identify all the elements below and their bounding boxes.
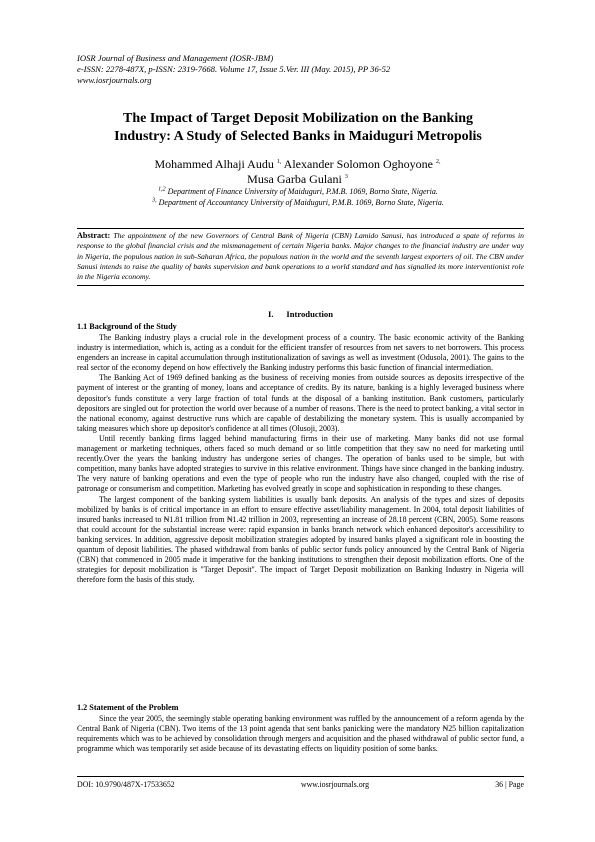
footer-page-number: 36 | Page <box>495 780 524 789</box>
affiliations <box>70 187 526 209</box>
journal-website: www.iosrjournals.org <box>77 75 152 86</box>
paragraph: Since the year 2005, the seemingly stable operating banking environment was ruffled by the announcement of a reform agenda by the Central Bank of Nigeria (CBN). Two items of the 13 point agenda that sent banks panicking were the mandatory ₦25 billion capitalization requirements which was to be achieved by consolidation through mergers and acquisition and the phased withdrawal of public sector fund, a programme which was temporarily set aside because of its devastating effects on liquidity position of some banks. <box>77 714 524 754</box>
section-heading-introduction: I. Introduction <box>267 309 334 319</box>
affiliation-1: Department of Finance University of Maiduguri, P.M.B. 1069, Borno State, Nigeria. <box>165 187 438 196</box>
author-3-marker: 3 <box>344 173 348 180</box>
paragraph: Until recently banking firms lagged behind manufacturing firms in their use of marketing. Many banks did not use formal management or marketing techniques, others faced so much demand or so little competition that they saw no need for marketing until recently.Over the years the banking industry has undergone series of changes. The operation of banks used to be simple, but with competition, many banks have adopted strategies to survive in this relative environment. Things have since changed in the banking industry. The very nature of banking operations and even the type of people who run the industry have also changed, coupled with the rise of patronage or consumerism and competition. Marketing has evolved greatly in scope and sophistication in responding to these changes. <box>77 433 524 494</box>
title-line-1: The Impact of Target Deposit Mobilization on the Banking <box>122 111 474 126</box>
title-line-2: Industry: A Study of Selected Banks in Maiduguri Metropolis <box>114 128 482 144</box>
journal-header <box>77 53 527 87</box>
paragraph: The Banking industry plays a crucial role in the development process of a country. The basic economic activity of the Banking industry is intermediation, which is, acting as a conduit for the efficient transfer of resources from net savers to net borrowers. This process engenders an increase in capital accumulation through institutionalization of savings as well as investment (Odusola, 2001). The gains to the real sector of the economy depend on how effectively the Banking industry performs this basic function of financial intermediation. <box>77 333 524 373</box>
author-1: Mohammed Alhaji Audu <box>154 157 277 171</box>
paragraph: The Banking Act of 1969 defined banking as the business of receiving monies from outside sources as deposits irrespective of the payment of interest or the granting of money, loans and acceptance of credits. By its nature, banking is a highly leveraged business where depositor's funds constitute a very large fraction of total funds at the disposal of a banking institution. Bank customers, particularly depositors are singled out for protection the world over because of a number of reasons. There is the need to protect banking, a vital sector in the national economy, against destructive runs which are capable of destabilizing the monetary system. This is usually accompanied by taking measures which shore up depositor's confidence at all times (Olusoji, 2003). <box>77 373 524 433</box>
problem-statement-body <box>77 714 524 754</box>
journal-name: IOSR Journal of Business and Management (IOSR-JBM) <box>77 53 274 63</box>
abstract-text: The appointment of the new Governors of Central Bank of Nigeria (CBN) Lamido Sanusi, has introduced a spate of reforms in response to the global financial crisis and the mismanagement of certain Nigeria banks. Major changes to the financial industry are under way in Nigeria, the populous nation in sub-Saharan Africa, the populous nation in the world and the seventh largest exporters of oil. The CBN under Sanusi intends to raise the quality of banks supervision and bank operations to a world standard and has signalled its more interventionist role in the Nigeria economy. <box>77 231 524 282</box>
affiliation-2-marker: 3, <box>152 197 157 204</box>
author-3: Musa Garba Gulani <box>247 171 345 186</box>
paper-title <box>70 110 526 145</box>
author-2-marker: 2, <box>435 159 441 165</box>
paragraph: The largest component of the banking system liabilities is usually bank deposits. An analysis of the types and sizes of deposits mobilized by banks is of critical importance in an effort to ensure effective asset/liability management. In 2004, total deposit liabilities of insured banks increased to ₦1.81 trillion from ₦1.42 trillion in 2003, representing an increase of 28.18 percent (CBN, 2005). Some reasons that could account for the substantial increase were: rapid expansion in banks branch network which enhanced depositor's accessibility to banking services. In addition, aggressive deposit mobilization strategies adopted by insured banks played a significant role in boosting the quantum of deposit liabilities. The phased withdrawal from banks of public sector funds policy announced by the Central Bank of Nigeria (CBN) that commenced in 2005 made it imperative for the banking institutions to strengthen their deposit mobilization efforts. One of the strategies for deposit mobilization is "Target Deposit". The impact of Target Deposit mobilization on Banking Industry in Nigeria will therefore form the basis of this study. <box>77 494 524 585</box>
abstract-label: Abstract: <box>77 231 111 240</box>
footer-doi: DOI: 10.9790/487X-17533652 <box>77 780 175 789</box>
page-footer <box>77 776 524 789</box>
author-2: Alexander Solomon Oghoyone <box>281 157 436 171</box>
journal-issue-info: e-ISSN: 2278-487X, p-ISSN: 2319-7668. Volume 17, Issue 5.Ver. III (May. 2015), PP 36-52 <box>77 64 391 75</box>
introduction-body <box>77 333 524 585</box>
affiliation-2: Department of Accountancy University of Maiduguri, P.M.B. 1069, Borno State, Nigeria. <box>156 197 444 207</box>
footer-website: www.iosrjournals.org <box>300 780 370 789</box>
subsection-heading-problem: 1.2 Statement of the Problem <box>77 703 179 712</box>
affiliation-1-marker: 1,2 <box>158 186 166 193</box>
abstract <box>77 228 524 286</box>
author-list <box>90 157 505 186</box>
subsection-heading-background: 1.1 Background of the Study <box>77 322 177 331</box>
author-1-marker: 1, <box>276 159 282 165</box>
